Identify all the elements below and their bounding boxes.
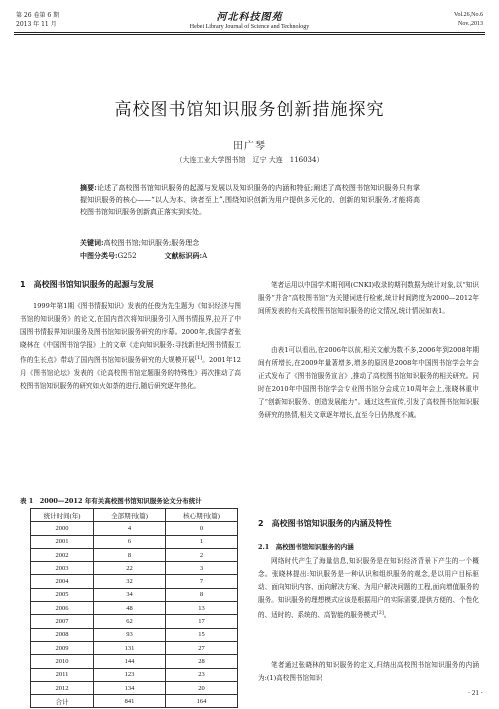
table-cell: 27 xyxy=(166,641,238,654)
table-header-row xyxy=(31,509,238,522)
issue-info-en xyxy=(454,11,483,29)
table-cell: 22 xyxy=(94,562,166,575)
section-1-heading: 1 高校图书馆知识服务的起源与发展 xyxy=(20,280,154,289)
table-cell: 3 xyxy=(166,562,238,575)
table-cell: 28 xyxy=(166,655,238,668)
doc-code: A xyxy=(202,252,208,260)
abstract-text: 论述了高校图书馆知识服务的起源与发展以及知识服务的内涵和特征;阐述了高校图书馆知识服务只有掌握知识服务的核心——“以人为本、读者至上”,围绕知识创新为用户提供多元化的、创新的知识服务,才能将高校图书馆知识服务创新真正落实到实处。 xyxy=(80,184,420,216)
table-row xyxy=(31,668,238,681)
table-cell: 2008 xyxy=(31,628,94,641)
table-cell: 2012 xyxy=(31,681,94,694)
table-header-cell: 全部期刊(篇) xyxy=(94,509,166,522)
doc-code-label: 文献标识码: xyxy=(164,251,203,260)
table-cell: 7 xyxy=(166,575,238,588)
table-cell: 0 xyxy=(166,522,238,535)
table-cell: 2007 xyxy=(31,615,94,628)
statistics-table-wrap xyxy=(30,508,238,708)
citation-2: [2] xyxy=(376,610,384,616)
table-cell: 134 xyxy=(94,681,166,694)
section-2-heading: 2 高校图书馆知识服务的内涵及特性 xyxy=(258,519,392,528)
table-cell: 2001 xyxy=(31,535,94,548)
table-row xyxy=(31,522,238,535)
table-cell: 8 xyxy=(94,548,166,561)
connotation-text-tail: 。 xyxy=(383,611,391,620)
abstract xyxy=(80,182,420,218)
clc-code: G252 xyxy=(117,252,137,260)
keywords xyxy=(80,237,420,249)
author-name: 田广琴 xyxy=(233,141,266,152)
table-cell: 123 xyxy=(94,668,166,681)
table-header-cell: 统计时间(年) xyxy=(31,509,94,522)
citation-1: [1] xyxy=(195,355,203,361)
issue-date: 2013 年 11 月 xyxy=(16,21,57,28)
table-cell: 合计 xyxy=(31,695,94,708)
table-body xyxy=(31,522,238,708)
stats-analysis-paragraph: 由表1可以看出,在2006年以前,相关文献为数不多,2006年到2008年期间有所增长,在2009年量著增多,增多的原因是2008年中国图书馆学会年会正式发布了《图书馆服务宣言》,推动了高校图书馆知识服务的相关研究。同时在2010年中国图书馆学会专业图书馆分会成立10周年会上,张晓林重申了“创新知识服务、创造发展能力”。通过这些宣传,引发了高校图书馆知识服务研究的热情,相关文章逐年增长,直至今日仍热度不减。 xyxy=(258,346,479,419)
table-row xyxy=(31,681,238,694)
table-row xyxy=(31,548,238,561)
connotation-text: 网络时代产生了海量信息,知识服务是在知识经济背景下产生的一个概念。张晓林提出:知识服务是一种认识和组织服务的观念,是以用户目标驱动、面向知识内容、面向解决方案、为用户解决问题的工程,面向增值服务的服务。知识服务的理想模式应该是根据用户的实际需要,提供方便的、个性化的、适时的、系统的、高智能的服务模式 xyxy=(258,557,479,620)
table-cell: 62 xyxy=(94,615,166,628)
table-cell: 13 xyxy=(166,602,238,615)
date-en: Nov.,2013 xyxy=(458,21,483,27)
table-row xyxy=(31,575,238,588)
journal-masthead xyxy=(0,8,499,30)
stats-method-paragraph: 笔者运用以中国学术期刊网(CNKI)收录的期刊数据为统计对象,以“知识服务”并含“高校图书馆”为关键词进行检索,统计时间跨度为2000—2012年间所发表的有关高校图书馆知识服务的论文情况,统计情况如表1。 xyxy=(258,281,479,315)
table-cell: 841 xyxy=(94,695,166,708)
table-cell: 8 xyxy=(166,588,238,601)
table-cell: 2002 xyxy=(31,548,94,561)
statistics-table xyxy=(30,508,238,708)
keywords-text: 高校图书馆;知识服务;服务理念 xyxy=(103,239,200,247)
table-cell: 2010 xyxy=(31,655,94,668)
header-rule-thin xyxy=(14,34,485,35)
table-cell: 2005 xyxy=(31,588,94,601)
table-cell: 2000 xyxy=(31,522,94,535)
header-rule xyxy=(14,32,485,33)
section-1-text: 1999年第1期《图书情报知识》发表的任俊为先生题为《知识经济与图书馆的知识服务》的论文,在国内首次将知识服务引入图书情报界,拉开了中国图书情报界知识服务及图书馆知识服务研究的序幕。2000年,我国学者张晓林在《中国图书馆学报》上的文章《走向知识服务:寻找新世纪图书情报工作的生长点》带动了国内图书馆知识服务研究的大规模开展 xyxy=(20,302,241,365)
table-cell: 164 xyxy=(166,695,238,708)
table-cell: 32 xyxy=(94,575,166,588)
table-cell: 2003 xyxy=(31,562,94,575)
table-cell: 48 xyxy=(94,602,166,615)
journal-title-en: Hebei Library Journal of Science and Technology xyxy=(189,24,310,30)
classification xyxy=(80,250,420,262)
table-row xyxy=(31,628,238,641)
table-cell: 34 xyxy=(94,588,166,601)
author-affiliation: （大连工业大学图书馆 辽宁 大连 116034） xyxy=(175,156,324,164)
table-cell: 2006 xyxy=(31,602,94,615)
table-row xyxy=(31,602,238,615)
keywords-label: 关键词: xyxy=(80,238,104,247)
table-cell: 23 xyxy=(166,668,238,681)
journal-title-cn: 河北科技图苑 xyxy=(216,12,283,23)
table-row xyxy=(31,695,238,708)
article-title: 高校图书馆知识服务创新措施探究 xyxy=(114,100,385,120)
table-row xyxy=(31,535,238,548)
table-row xyxy=(31,588,238,601)
volume-en: Vol.26,No.6 xyxy=(453,12,483,18)
table-row xyxy=(31,562,238,575)
connotation-paragraph xyxy=(258,555,479,622)
table-cell: 1 xyxy=(166,535,238,548)
table-cell: 17 xyxy=(166,615,238,628)
table-cell: 2011 xyxy=(31,668,94,681)
page-number: · 21 · xyxy=(467,689,483,697)
table-row xyxy=(31,655,238,668)
table-cell: 2009 xyxy=(31,641,94,654)
table-row xyxy=(31,641,238,654)
abstract-label: 摘要: xyxy=(80,183,97,192)
table-cell: 144 xyxy=(94,655,166,668)
section-1-text-tail: 。2001年12月《图书馆论坛》发表的《论高校图书馆定题服务的特殊性》再次推动了高校图书馆知识服务的研究如火如荼的进行,随后研究逐年热化。 xyxy=(20,356,241,391)
table-caption: 表 1 2000—2012 年有关高校图书馆知识服务论文分布统计 xyxy=(20,497,202,505)
table-cell: 93 xyxy=(94,628,166,641)
table-cell: 2 xyxy=(166,548,238,561)
table-header-cell: 核心期刊(篇) xyxy=(166,509,238,522)
table-cell: 131 xyxy=(94,641,166,654)
table-cell: 6 xyxy=(94,535,166,548)
table-cell: 15 xyxy=(166,628,238,641)
section-1-paragraph xyxy=(20,300,241,393)
table-cell: 20 xyxy=(166,681,238,694)
table-cell: 2004 xyxy=(31,575,94,588)
table-cell: 4 xyxy=(94,522,166,535)
summary-paragraph: 笔者通过张晓林的知识服务的定义,归纳出高校图书馆知识服务的内涵为:(1)高校图书馆知识 xyxy=(258,661,479,682)
subsection-2-1-heading: 2.1 高校图书馆知识服务的内涵 xyxy=(258,543,354,551)
issue-volume: 第 26 卷第 6 期 xyxy=(16,12,60,19)
table-row xyxy=(31,615,238,628)
clc-label: 中图分类号: xyxy=(80,251,118,260)
